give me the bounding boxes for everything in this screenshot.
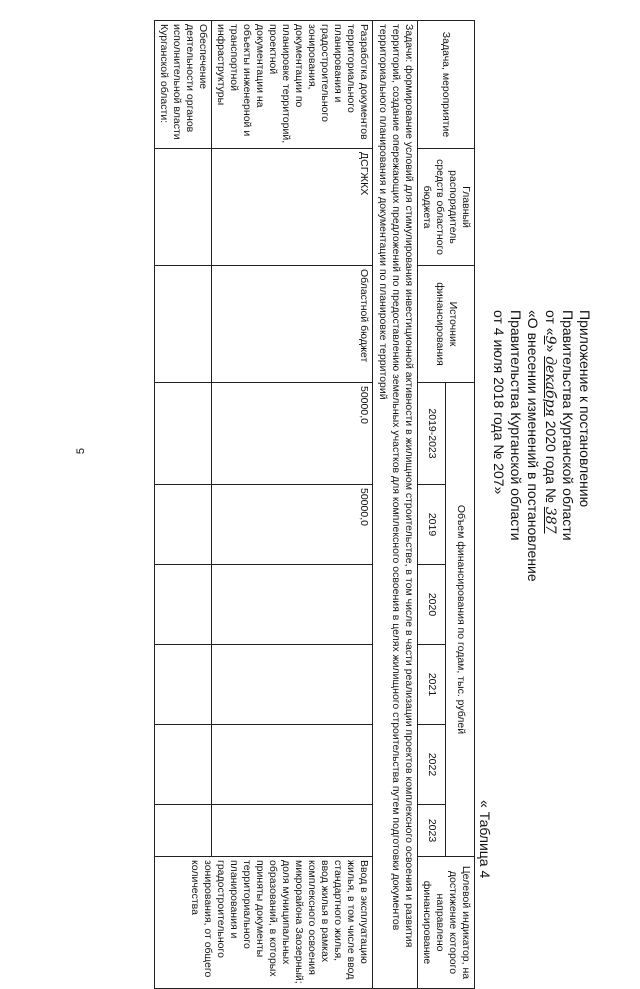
table-caption: « Таблица 4 <box>477 800 493 879</box>
row-value: 50000,0 <box>212 383 373 485</box>
table-row <box>155 21 212 989</box>
page-number: 5 <box>75 447 88 455</box>
task-row: Задачи: формирование условий для стимулирования инвестиционной активности в жилищном строительстве, в том числе в части реализации проектов комплексного освоения и развития территорий, создание опережающих предложений по предоставлению земельных участков для комплексного освоения в целях жилищного строительства путем подготовки документов территориального планирования и документации по планировке территорий <box>373 21 418 989</box>
financing-table <box>154 20 475 989</box>
table-row <box>212 21 373 989</box>
row-source <box>155 266 212 383</box>
header-manager: Главный распорядитель средств областного бюджета <box>418 149 475 266</box>
row-value <box>212 645 373 725</box>
header-line-6: от 4 июля 2018 года № 207» <box>491 310 507 495</box>
header-line-5: Правительства Курганской области <box>508 310 524 541</box>
row-value <box>155 645 212 725</box>
header-year: 2021 <box>418 645 447 725</box>
rotated-page <box>68 20 593 984</box>
row-value <box>155 805 212 857</box>
row-value: 50000,0 <box>212 485 373 565</box>
row-value <box>212 565 373 645</box>
row-manager <box>155 149 212 266</box>
row-source: Областной бюджет <box>212 266 373 383</box>
header-source: Источник финансирования <box>418 266 475 383</box>
row-manager: ДСГЖКХ <box>212 149 373 266</box>
row-value <box>155 725 212 805</box>
row-value <box>212 725 373 805</box>
header-line-4: «О внесении изменений в постановление <box>525 310 541 582</box>
header-volume: Объем финансирования по годам, тыс. рублей <box>446 383 475 857</box>
header-line-3: от «9» декабря 2020 года № 387 <box>542 310 559 534</box>
row-task: Обеспечение деятельности органов исполнительной власти Курганской области: <box>155 21 212 149</box>
row-value <box>212 805 373 857</box>
handwritten-day: 9 <box>542 335 558 345</box>
handwritten-month: декабря <box>542 356 558 417</box>
document-header <box>490 310 593 750</box>
row-target: Ввод в эксплуатацию жилья, в том числе ввод стандартного жилья, ввод жилья в рамках комплексного освоения микрорайона Заозерный; доля муниципальных образований, в которых приняты документы территориального планирования и градостроительного зонирования, от общего количества <box>155 857 373 989</box>
header-target: Целевой индикатор, на достижение которого направлено финансирование <box>418 857 475 989</box>
header-year: 2022 <box>418 725 447 805</box>
header-line-2: Правительства Курганской области <box>560 310 576 541</box>
row-task: Разработка документов территориального планирования и градостроительного зонирования, документации по планировке территорий, проектной документации на объекты инженерной и транспортной инфраструктуры <box>212 21 373 149</box>
header-year: 2019-2023 <box>418 383 447 485</box>
row-value <box>155 383 212 485</box>
row-value <box>155 485 212 565</box>
header-line-1: Приложение к постановлению <box>577 310 593 508</box>
header-year: 2023 <box>418 805 447 857</box>
header-year: 2019 <box>418 485 447 565</box>
handwritten-number: 387 <box>542 506 558 534</box>
header-task: Задача, мероприятие <box>418 21 475 149</box>
header-year: 2020 <box>418 565 447 645</box>
row-value <box>155 565 212 645</box>
